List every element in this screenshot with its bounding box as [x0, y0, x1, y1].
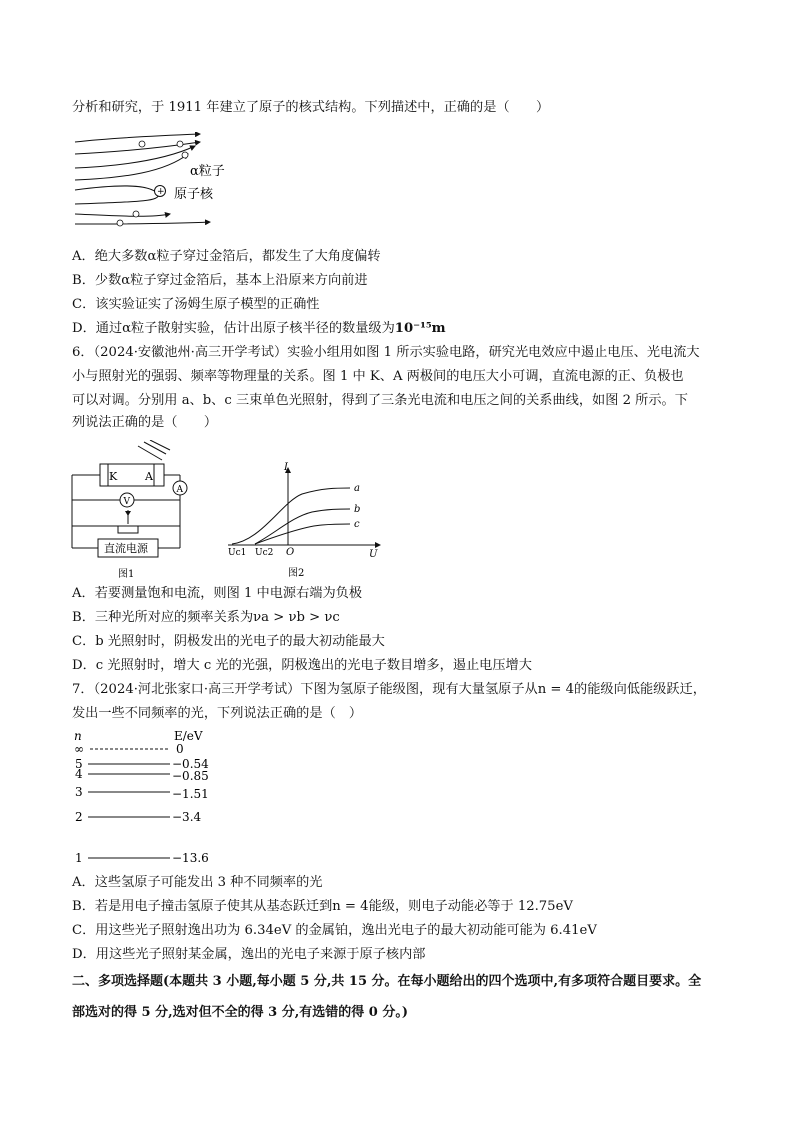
- level-3-n: 3: [75, 785, 83, 799]
- alpha-label: α粒子: [190, 164, 225, 179]
- q5-option-d: [72, 319, 446, 339]
- level-5-n: 5: [75, 757, 83, 771]
- q6-option-b: B．三种光所对应的频率关系为νa > νb > νc: [72, 610, 340, 625]
- q5-option-a: A．绝大多数α粒子穿过金箔后，都发生了大角度偏转: [72, 249, 381, 264]
- q6-stem-line4: 列说法正确的是（ ）: [72, 415, 218, 430]
- origin-label: O: [286, 547, 295, 558]
- level-3-e: −1.51: [172, 787, 209, 801]
- q7-option-a: A．这些氢原子可能发出 3 种不同频率的光: [72, 875, 323, 890]
- curve-b-label: b: [354, 504, 361, 515]
- q7-option-b: B．若是用电子撞击氢原子使其从基态跃迁到n = 4能级，则电子动能必等于 12.75eV: [72, 899, 573, 914]
- e-header: E/eV: [174, 729, 203, 743]
- iu-graph-figure: [222, 462, 387, 582]
- circuit-figure: [68, 440, 193, 580]
- svg-text:+: +: [157, 187, 165, 197]
- figure1-caption: 图1: [118, 569, 135, 580]
- level-4-n: 4: [75, 767, 83, 781]
- uc2-label: Uc2: [255, 548, 274, 558]
- q6-stem-line1: 6．（2024·安徽池州·高三开学考试）实验小组用如图 1 所示实验电路，研究光电效应中遏止电压、光电流大: [72, 345, 700, 360]
- q5-option-d-value: 10⁻¹⁵m: [394, 321, 446, 336]
- nucleus-label: 原子核: [174, 187, 214, 202]
- level-5-e: −0.54: [172, 757, 209, 771]
- q5-option-c: C．该实验证实了汤姆生原子模型的正确性: [72, 297, 320, 312]
- level-1-e: −13.6: [172, 851, 209, 865]
- energy-level-diagram: [72, 728, 222, 868]
- q6-stem-line2: 小与照射光的强弱、频率等物理量的关系。图 1 中 K、A 两极间的电压大小可调，直流电源的正、负极也: [72, 369, 684, 384]
- axis-i-label: I: [284, 462, 288, 473]
- voltmeter-label: V: [123, 497, 130, 507]
- q6-option-d: D．c 光照射时，增大 c 光的光强，阴极逸出的光电子数目增多，遏止电压增大: [72, 658, 532, 673]
- uc1-label: Uc1: [228, 548, 247, 558]
- electrode-k-label: K: [109, 470, 118, 483]
- level-inf-n: ∞: [74, 742, 84, 756]
- q6-option-c: C．b 光照射时，阴极发出的光电子的最大初动能最大: [72, 634, 385, 649]
- alpha-scattering-figure: [70, 132, 250, 238]
- q7-stem-line2: 发出一些不同频率的光，下列说法正确的是（ ）: [72, 706, 363, 721]
- electrode-a-label: A: [145, 470, 153, 483]
- n-header: n: [74, 729, 82, 743]
- dc-source-label: 直流电源: [104, 542, 148, 555]
- q6-stem-line3: 可以对调。分别用 a、b、c 三束单色光照射，得到了三条光电流和电压之间的关系曲线，如图 2 所示。下: [72, 393, 688, 408]
- q7-option-c: C．用这些光子照射逸出功为 6.34eV 的金属铂，逸出光电子的最大初动能可能为 6.41eV: [72, 923, 597, 938]
- q7-option-d: D．用这些光子照射某金属，逸出的光电子来源于原子核内部: [72, 947, 426, 962]
- axis-u-label: U: [369, 549, 378, 560]
- level-inf-e: 0: [176, 742, 184, 756]
- q7-stem-line1: 7．（2024·河北张家口·高三开学考试）下图为氢原子能级图，现有大量氢原子从n = 4的能级向低能级跃迁，: [72, 682, 706, 697]
- q5-option-d-text: D．通过α粒子散射实验，估计出原子核半径的数量级为: [72, 321, 395, 336]
- q5-stem: 分析和研究，于 1911 年建立了原子的核式结构。下列描述中，正确的是（ ）: [72, 100, 550, 115]
- section2-heading-line2: 部选对的得 5 分,选对但不全的得 3 分,有选错的得 0 分。): [72, 1005, 408, 1020]
- level-2-n: 2: [75, 810, 83, 824]
- q5-option-b: B．少数α粒子穿过金箔后，基本上沿原来方向前进: [72, 273, 368, 288]
- ammeter-label: A: [176, 485, 183, 495]
- curve-c-label: c: [354, 519, 360, 530]
- level-1-n: 1: [75, 851, 83, 865]
- curve-a-label: a: [354, 483, 360, 494]
- level-4-e: −0.85: [172, 769, 209, 783]
- level-2-e: −3.4: [172, 810, 202, 824]
- q6-option-a: A．若要测量饱和电流，则图 1 中电源右端为负极: [72, 586, 363, 601]
- section2-heading-line1: 二、多项选择题(本题共 3 小题,每小题 5 分,共 15 分。在每小题给出的四个选项中,有多项符合题目要求。全: [72, 974, 702, 989]
- figure2-caption: 图2: [288, 568, 305, 579]
